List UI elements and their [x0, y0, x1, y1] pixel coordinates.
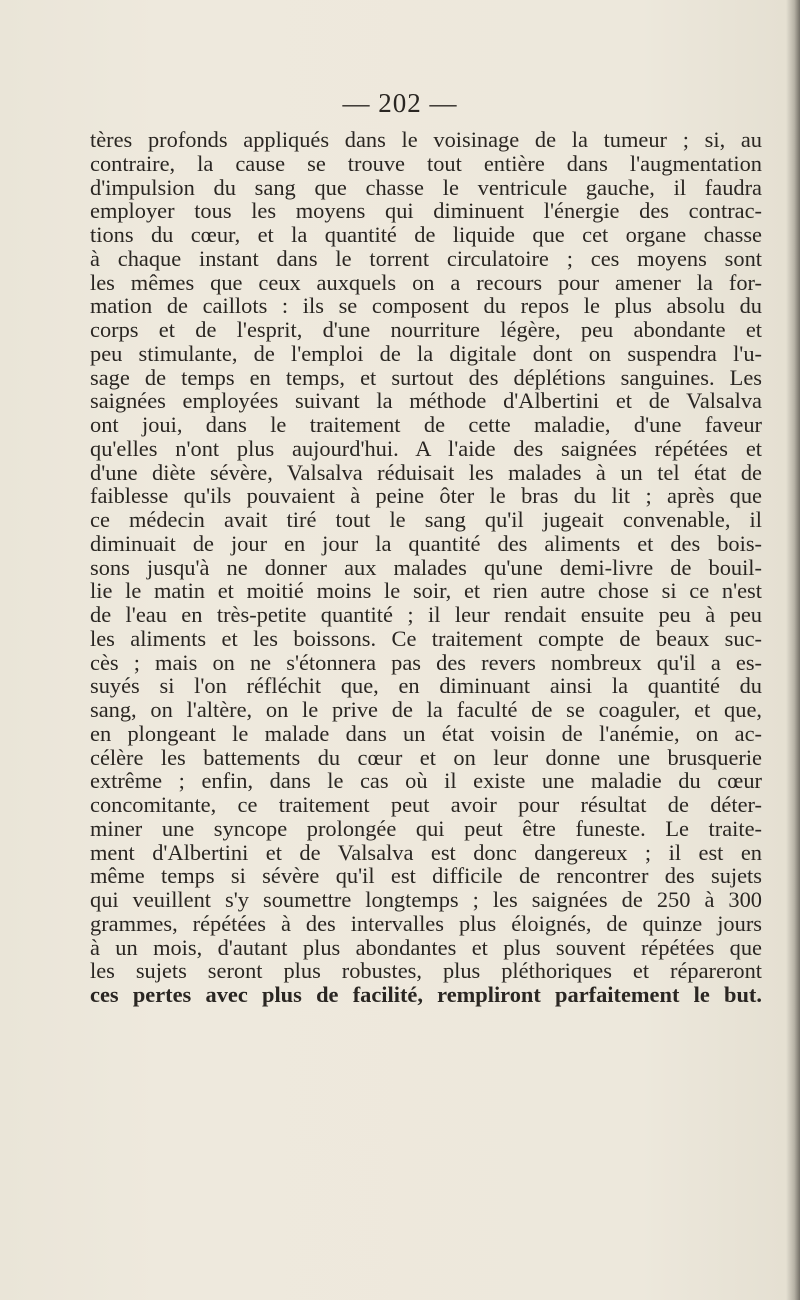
- text-line: lie le matin et moitié moins le soir, et rien autre chose si ce n'est: [90, 578, 762, 604]
- text-line: concomitante, ce traitement peut avoir pour résultat de déter-: [90, 792, 762, 817]
- text-line: tères profonds appliqués dans le voisinage de la tumeur ; si, au: [90, 127, 762, 152]
- text-line: contraire, la cause se trouve tout entière dans l'augmentation: [90, 150, 762, 176]
- text-line: extrême ; enfin, dans le cas où il existe une maladie du cœur: [90, 768, 762, 794]
- text-line: grammes, répétées à des intervalles plus éloignés, de quinze jours: [90, 910, 762, 936]
- text-line: d'une diète sévère, Valsalva réduisait les malades à un tel état de: [90, 459, 762, 485]
- text-line: suyés si l'on réfléchit que, en diminuant ainsi la quantité du: [90, 673, 762, 699]
- text-line: de l'eau en très-petite quantité ; il leur rendait ensuite peu à peu: [90, 602, 762, 627]
- text-line: sons jusqu'à ne donner aux malades qu'une demi-livre de bouil-: [90, 554, 762, 580]
- text-line: sang, on l'altère, on le prive de la faculté de se coaguler, et que,: [90, 697, 762, 722]
- text-line: les aliments et les boissons. Ce traitement compte de beaux suc-: [90, 625, 762, 651]
- text-line: mation de caillots : ils se composent du repos le plus absolu du: [90, 293, 762, 319]
- text-line: sage de temps en temps, et surtout des déplétions sanguines. Les: [90, 364, 762, 390]
- page-number: — 202 —: [342, 88, 458, 118]
- text-line: tions du cœur, et la quantité de liquide que cet organe chasse: [90, 222, 762, 247]
- text-line: à chaque instant dans le torrent circulatoire ; ces moyens sont: [90, 245, 762, 271]
- text-line: corps et de l'esprit, d'une nourriture légère, peu abondante et: [90, 317, 762, 342]
- text-line: saignées employées suivant la méthode d'Albertini et de Valsalva: [90, 388, 762, 414]
- text-line: ce médecin avait tiré tout le sang qu'il jugeait convenable, il: [90, 507, 762, 532]
- text-line: qu'elles n'ont plus aujourd'hui. A l'aide des saignées répétées et: [90, 435, 762, 461]
- text-line: ont joui, dans le traitement de cette maladie, d'une faveur: [90, 412, 762, 437]
- text-line: d'impulsion du sang que chasse le ventricule gauche, il faudra: [90, 174, 762, 200]
- text-line: faiblesse qu'ils pouvaient à peine ôter le bras du lit ; après que: [90, 483, 762, 509]
- text-line: miner une syncope prolongée qui peut être funeste. Le traite-: [90, 815, 762, 841]
- text-line: diminuait de jour en jour la quantité des aliments et des bois-: [90, 530, 762, 556]
- text-line: en plongeant le malade dans un état voisin de l'anémie, on ac-: [90, 720, 762, 746]
- text-line: célère les battements du cœur et on leur donne une brusquerie: [90, 744, 762, 770]
- text-line: peu stimulante, de l'emploi de la digitale dont on suspendra l'u-: [90, 340, 762, 366]
- text-line: les sujets seront plus robustes, plus pléthoriques et répareront: [90, 958, 762, 984]
- text-line: cès ; mais on ne s'étonnera pas des revers nombreux qu'il a es-: [90, 649, 762, 675]
- text-line: même temps si sévère qu'il est difficile de rencontrer des sujets: [90, 863, 762, 889]
- text-line: les mêmes que ceux auxquels on a recours pour amener la for-: [90, 269, 762, 295]
- text-line: employer tous les moyens qui diminuent l'énergie des contrac-: [90, 198, 762, 224]
- text-line: ment d'Albertini et de Valsalva est donc dangereux ; il est en: [90, 839, 762, 865]
- text-line: à un mois, d'autant plus abondantes et plus souvent répétées que: [90, 934, 762, 960]
- page-edge-shadow: [786, 0, 800, 1300]
- text-line: ces pertes avec plus de facilité, rempliront parfaitement le but.: [90, 982, 762, 1007]
- text-line: qui veuillent s'y soumettre longtemps ; les saignées de 250 à 300: [90, 887, 762, 912]
- body-text: [90, 128, 762, 1007]
